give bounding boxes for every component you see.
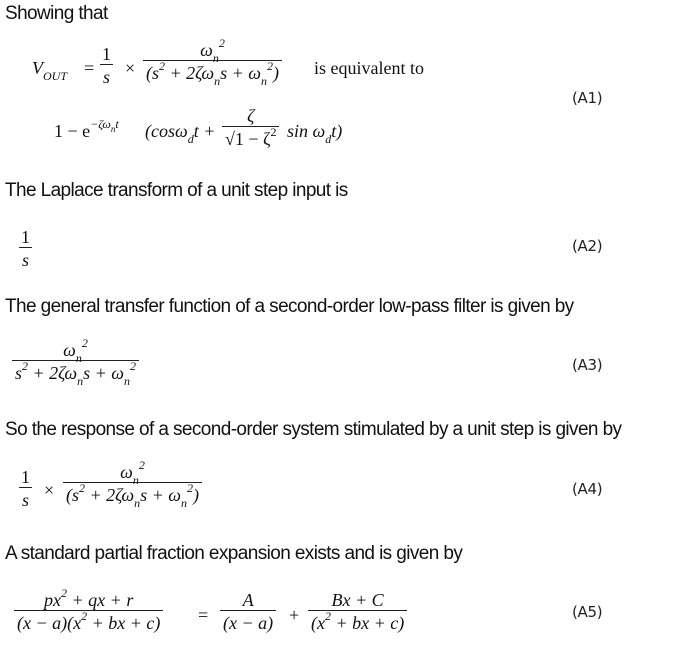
laplace-text: The Laplace transform of a unit step input is: [5, 180, 348, 201]
fraction-one-over-s: $\frac{1}{s}$: [18, 467, 33, 510]
plus-sign: +: [289, 605, 300, 625]
fraction-transfer: $\omega_n^2$ $(s^2 + 2\zeta\omega_ns + \omega_n^2)$: [63, 462, 202, 505]
fraction-zeta: $\frac{\zeta}{√1 - \zeta^2}$: [222, 106, 279, 149]
equivalent-text: is equivalent to: [314, 58, 424, 78]
equation-a1: [0, 0, 679, 160]
times-sign: ×: [44, 480, 55, 500]
equals-sign: =: [84, 58, 95, 78]
sin-term: $\sin \omega_dt$): [287, 121, 343, 146]
fraction-a: $\frac{A}{(x - a)}$: [220, 590, 276, 633]
exp-expression: $1 - e^{-\zeta\omega_nt}$: [54, 117, 119, 141]
equation-tag-a1: (A1): [572, 89, 603, 107]
equals-sign: =: [198, 605, 209, 625]
equation-tag-a4: (A4): [572, 480, 603, 498]
equation-tag-a3: (A3): [572, 356, 603, 374]
cos-term: (cosω$_d$t +: [145, 121, 216, 146]
fraction-lhs: $\frac{px^2 + qx + r}{(x - a)(x^2 + bx + c)}$: [14, 590, 163, 633]
fraction-one-over-s: $\frac{1}{s}$: [99, 44, 114, 87]
intro-text: Showing that: [5, 3, 108, 24]
response-text: So the response of a second-order system stimulated by a unit step is given by: [5, 419, 622, 440]
fraction-one-over-s: $\frac{1}{s}$: [18, 227, 33, 270]
partial-fraction-text: A standard partial fraction expansion exists and is given by: [5, 543, 463, 564]
fraction-bx-c: $\frac{Bx + C}{(x^2 + bx + c)}$: [308, 590, 407, 633]
general-transfer-text: The general transfer function of a second-order low-pass filter is given by: [5, 296, 574, 317]
fraction-transfer: $\omega_n^2$ $(s^2 + 2\zeta\omega_ns + \omega_n^2)$: [143, 40, 282, 83]
equation-tag-a5: (A5): [572, 603, 603, 621]
times-sign: ×: [125, 58, 136, 78]
equation-tag-a2: (A2): [572, 237, 603, 255]
vout-symbol: $V_{OUT}$: [32, 58, 68, 83]
fraction-transfer: $\omega_n^2$ $s^2 + 2\zeta\omega_ns + \omega_n^2$: [12, 340, 139, 383]
